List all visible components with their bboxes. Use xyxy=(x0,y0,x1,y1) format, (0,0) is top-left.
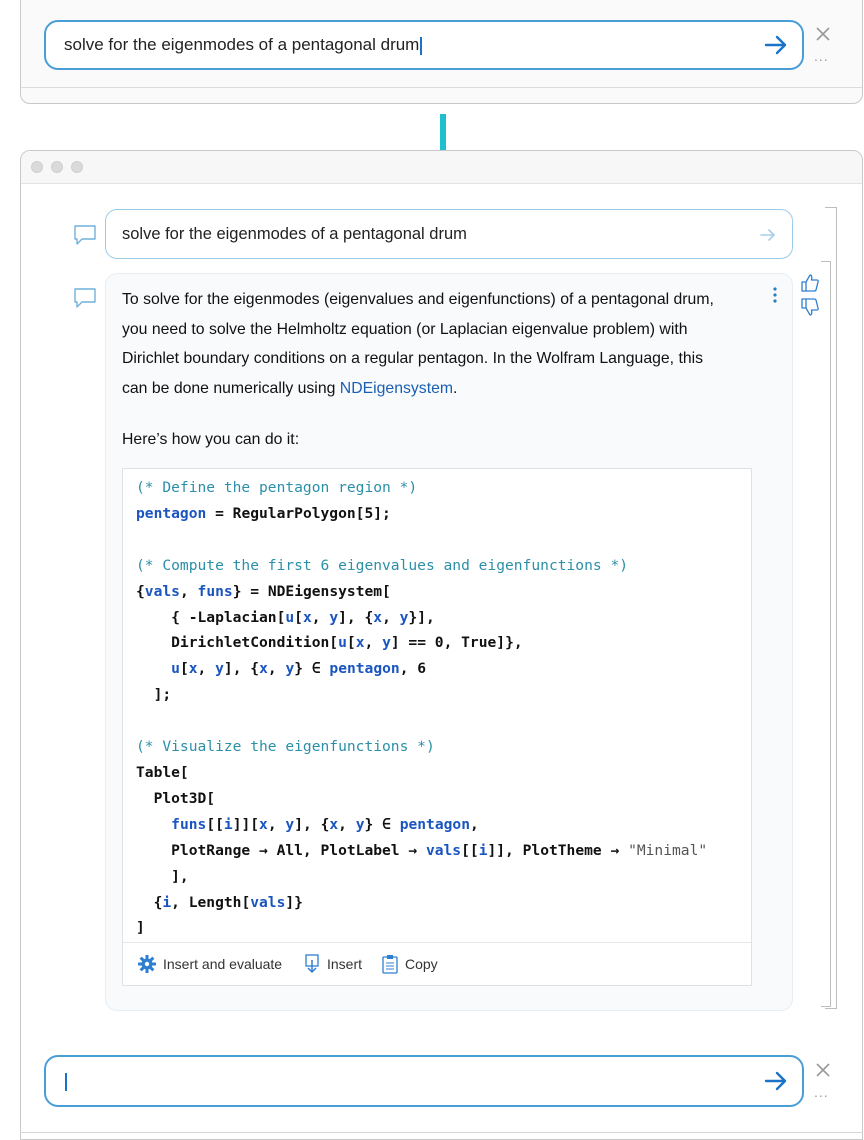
assistant-chat-bubble-icon xyxy=(73,287,97,309)
zoom-dot[interactable] xyxy=(71,161,83,173)
user-chat-bubble-icon xyxy=(73,224,97,246)
arrow-right-icon[interactable] xyxy=(758,225,778,245)
arrow-right-icon[interactable] xyxy=(762,31,790,59)
bottom-prompt-input[interactable] xyxy=(44,1055,804,1107)
cell-bracket-inner[interactable] xyxy=(821,261,831,1007)
code-line: (* Compute the first 6 eigenvalues and eigenfunctions *) xyxy=(136,556,629,574)
kebab-menu-icon[interactable] xyxy=(772,286,778,304)
panel-divider xyxy=(21,87,862,88)
close-icon[interactable] xyxy=(814,1061,832,1079)
code-content: (* Define the pentagon region *) pentagon = RegularPolygon[5]; (* Compute the first 6 eigenvalues and eigenfunctions *) {vals, funs} = NDEigensystem[ { -Laplacian[u[x, y], {x, y}], DirichletCondition[u[x, y] == 0, True]}, u[x, y], {x, y} ∈ pentagon, 6 ]; (* Visualize the eigenfunctions *) Table[ Plot3D[ funs[[i]][x, y], {x, y} ∈ pentagon, PlotRange → All, PlotLabel → vals[[i]], PlotTheme → "Minimal" ], {i, Length[vals]} ] xyxy=(136,479,708,937)
minimize-dot[interactable] xyxy=(51,161,63,173)
insert-and-evaluate-button[interactable]: Insert and evaluate xyxy=(137,943,282,985)
insert-icon xyxy=(303,954,321,974)
gear-icon xyxy=(137,954,157,974)
window-titlebar xyxy=(21,151,862,184)
assistant-lead: Here’s how you can do it: xyxy=(122,431,300,448)
copy-button[interactable]: Copy xyxy=(381,943,438,985)
close-dot[interactable] xyxy=(31,161,43,173)
text-caret xyxy=(420,37,422,55)
assistant-intro: To solve for the eigenmodes (eigenvalues and eigenfunctions) of a pentagonal drum, you need to solve the Helmholtz equation (or Laplacian eigenvalue problem) with Dirichlet boundary conditions on a regular pentagon. In the Wolfram Language, this can be done numerically using NDEigensystem. xyxy=(122,291,714,397)
more-options[interactable]: ... xyxy=(814,1084,829,1100)
insert-button[interactable]: Insert xyxy=(303,943,362,985)
top-prompt-input[interactable] xyxy=(44,20,804,70)
user-message-text: solve for the eigenmodes of a pentagonal drum xyxy=(122,225,467,243)
code-line: (* Define the pentagon region *) xyxy=(136,479,418,496)
ndeigensystem-link[interactable]: NDEigensystem xyxy=(339,379,454,397)
code-line: (* Visualize the eigenfunctions *) xyxy=(136,738,435,756)
code-toolbar xyxy=(123,942,751,985)
assistant-message xyxy=(105,273,793,1011)
thumbs-down-icon[interactable] xyxy=(800,297,820,317)
window-bottom-edge xyxy=(20,1132,863,1133)
text-caret xyxy=(65,1073,67,1091)
close-icon[interactable] xyxy=(814,25,832,43)
top-prompt-text: solve for the eigenmodes of a pentagonal drum xyxy=(64,35,420,54)
user-message[interactable] xyxy=(105,209,793,259)
arrow-right-icon[interactable] xyxy=(762,1067,790,1095)
code-block[interactable] xyxy=(122,468,752,986)
clipboard-icon xyxy=(381,954,399,974)
thumbs-up-icon[interactable] xyxy=(800,273,820,293)
more-options[interactable]: ... xyxy=(814,48,829,64)
chat-window xyxy=(20,150,863,1140)
